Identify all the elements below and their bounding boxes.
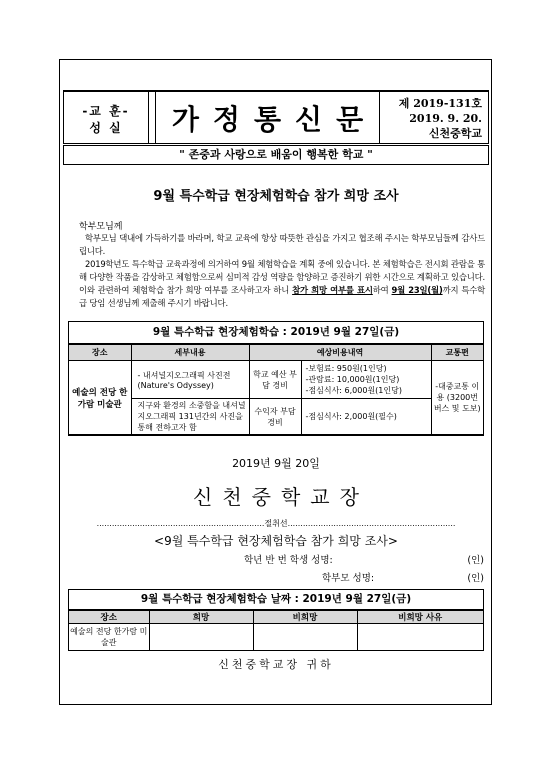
paragraph-2 — [79, 258, 485, 310]
paragraph-1: 학부모님 댁내에 가득하기를 바라며, 학교 교육에 항상 따뜻한 관심을 가지고 협조해 주시는 학부모님들께 감사드립니다. — [79, 233, 485, 256]
place-cell: 예술의 전당 한가람 미술관 — [69, 361, 131, 435]
survey-title: 9월 특수학급 현장체험학습 참가 희망 조사 — [153, 189, 399, 204]
newsletter-title: 가정통신문 — [171, 103, 378, 136]
paragraph-2-text: 2019학년도 특수학급 교육과정에 의거하여 9월 체험학습을 계획 중에 있습니다. 본 체험학습은 전시회 관람을 통해 다양한 작품을 감상하고 체험함으로써 심미적 감성 역량을 함양하고 증진하기 위한 시간으로 계획하고 있습니다. 이와 관련하여 체험학습 참가 희망 여부를 조사하고자 하니 — [79, 259, 485, 295]
cost-items-2 — [301, 399, 431, 435]
greeting: 학부모님께 — [79, 222, 123, 232]
issue-number: 제 2019-131호 — [398, 97, 482, 110]
issue-date: 2019. 9. 20. — [409, 112, 482, 125]
col-place: 장소 — [69, 611, 149, 624]
cost-item: -점심식사: 2,000원(필수) — [305, 412, 397, 421]
student-signature — [244, 552, 484, 566]
reply-place-cell: 예술의 전당 한가람 미술관 — [69, 624, 149, 650]
issue-date-line: 2019년 9월 20일 — [232, 457, 320, 470]
cost-items-1 — [301, 361, 431, 399]
parent-signature — [244, 570, 484, 584]
detail-cell-1: - 내셔널지오그래픽 사진전 (Nature's Odyssey) — [131, 361, 249, 399]
issue-info — [399, 96, 482, 141]
body-text — [79, 232, 485, 310]
reply-title: <9월 특수학급 현장체험학습 참가 희망 조사> — [154, 534, 398, 548]
reason-cell[interactable] — [357, 624, 483, 650]
title-box — [155, 92, 380, 144]
col-cost: 예상비용내역 — [249, 345, 431, 361]
want-cell[interactable] — [149, 624, 253, 650]
info-table-heading: 9월 특수학급 현장체험학습 : 2019년 9월 27일(금) — [69, 322, 483, 344]
school-slogan: " 존중과 사랑으로 배움이 행복한 학교 " — [63, 145, 489, 165]
addressee: 신천중학교장 귀하 — [218, 658, 334, 671]
reply-table-heading: 9월 특수학급 현장체험학습 날짜 : 2019년 9월 27일(금) — [69, 590, 483, 610]
cost-category-1: 학교 예산 부담 경비 — [249, 361, 301, 399]
parent-signature-label: 학부모 성명: — [322, 573, 375, 584]
motto-value: 성 실 — [89, 121, 123, 135]
cost-item: -관람료: 10,000원(1인당) — [305, 375, 400, 384]
col-want: 희망 — [149, 611, 253, 624]
col-reason: 비희망 사유 — [357, 611, 483, 624]
seal-mark: (인) — [467, 555, 484, 566]
col-not-want: 비희망 — [253, 611, 357, 624]
principal-name: 신천중학교장 — [193, 485, 369, 509]
paragraph-2-text3: 까지 특수학급 당임 선생님께 제출해 주시기 바랍니다. — [79, 285, 485, 308]
seal-mark: (인) — [467, 573, 484, 584]
school-motto — [64, 92, 149, 144]
newsletter-header — [63, 90, 489, 144]
col-detail: 세부내용 — [131, 345, 249, 361]
reply-table — [68, 589, 484, 651]
info-table — [68, 321, 484, 436]
cost-item: -보험료: 950원(1인당) — [305, 364, 387, 373]
school-name: 신천중학교 — [428, 127, 482, 140]
cost-category-2: 수익자 부담 경비 — [249, 399, 301, 435]
emphasis-mark: 참가 희망 여부를 표시 — [292, 285, 373, 295]
col-place: 장소 — [69, 345, 131, 361]
cost-item: -점심식사: 6,000원(1인당) — [305, 386, 402, 395]
not-want-cell[interactable] — [253, 624, 357, 650]
motto-label: -교 훈- — [82, 104, 130, 118]
student-signature-label: 학년 반 번 학생 성명: — [244, 555, 333, 566]
paragraph-2-text2: 하여 — [372, 285, 392, 295]
cut-line: ..................................................................절취선.................................................................. — [96, 519, 456, 528]
emphasis-deadline: 9월 23일(월) — [391, 285, 443, 295]
detail-cell-2: 지구와 환경의 소중함을 내셔널지오그래픽 131년간의 사진을 통해 전하고자 함 — [131, 399, 249, 435]
col-transport: 교통편 — [431, 345, 483, 361]
transport-cell: -대중교통 이용 (3200번 버스 및 도보) — [431, 361, 483, 435]
